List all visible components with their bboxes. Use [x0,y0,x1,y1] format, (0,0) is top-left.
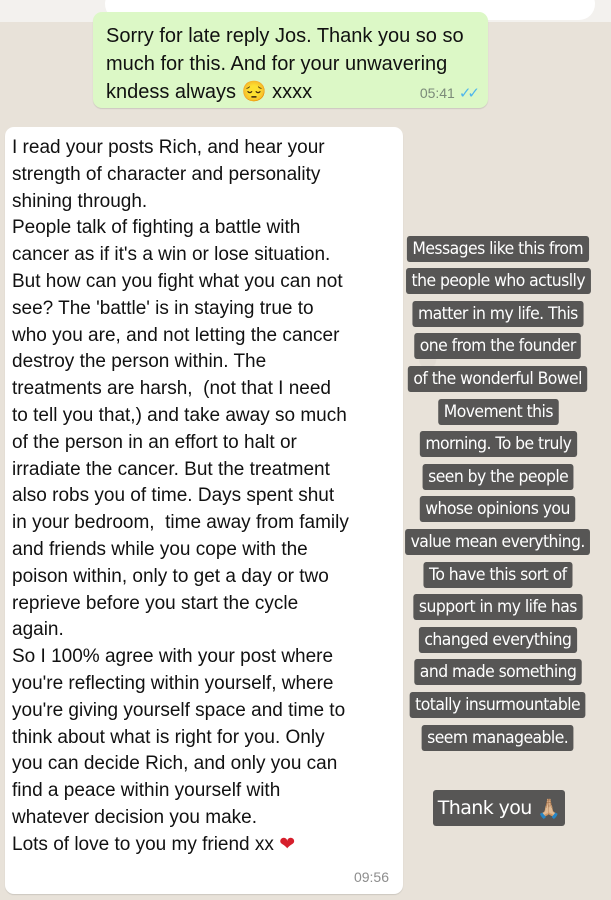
caption-line [385,297,611,330]
caption-line-text: one from the founder [415,333,582,359]
incoming-line: strength of character and personality [12,163,321,185]
incoming-timestamp: 09:56 [353,869,389,885]
caption-line [385,428,611,461]
outgoing-message-meta [420,84,476,102]
outgoing-text: Sorry for late reply Jos. Thank you so so much for this. And for your unwavering kndess always [106,25,470,103]
incoming-message-text [12,135,400,859]
incoming-line: shining through. [12,190,148,212]
incoming-line: you're reflecting within yourself, where [12,672,334,694]
incoming-line: People talk of fighting a battle with [12,217,301,239]
story-caption [385,232,611,772]
incoming-line: you can decide Rich, and only you can [12,753,338,775]
incoming-line: I read your posts Rich, and hear your [12,137,325,158]
caption-line-text: support in my life has [413,594,582,620]
incoming-line: So I 100% agree with your post where [12,646,334,668]
caption-line-text: totally insurmountable [410,692,586,718]
incoming-line: who you are, and not letting the cancer [12,324,340,346]
incoming-line: destroy the person within. The [12,351,267,373]
caption-line-text: value mean everything. [405,529,590,555]
caption-line [385,460,611,493]
caption-line-text: of the wonderful Bowel [408,366,588,392]
incoming-line: poison within, only to get a day or two [12,565,329,587]
incoming-line: treatments are harsh, (not that I need [12,378,331,400]
folded-hands-emoji-icon: 🙏🏼 [537,797,561,820]
incoming-line: again. [12,619,64,641]
caption-line-text: whose opinions you [420,496,576,522]
incoming-message-bubble[interactable] [5,127,403,894]
incoming-line: cancer as if it's a win or lose situation. [12,244,331,266]
incoming-line: reprieve before you start the cycle [12,592,299,614]
incoming-line-text: Lots of love to you my friend xx [12,833,274,855]
caption-line-text: matter in my life. This [413,301,584,327]
caption-line-text: seem manageable. [422,725,574,751]
caption-line-text: Movement this [438,399,558,425]
caption-line [385,525,611,558]
incoming-line: also robs you of time. Days spent shut [12,485,335,507]
incoming-line: and friends while you cope with the [12,538,308,560]
caption-line [385,362,611,395]
caption-line-text: changed everything [419,627,577,653]
caption-line [385,330,611,363]
incoming-line: in your bedroom, time away from family [12,512,349,534]
incoming-line: find a peace within yourself with [12,780,281,802]
incoming-line: see? The 'battle' is in staying true to [12,297,314,319]
incoming-line: think about what is right for you. Only [12,726,325,748]
caption-line [385,558,611,591]
caption-line [385,656,611,689]
caption-line [385,591,611,624]
caption-line [385,721,611,754]
incoming-line: But how can you fight what you can not [12,270,343,292]
caption-line-text: the people who actuslly [406,268,591,294]
outgoing-message-bubble[interactable] [93,12,488,108]
caption-line-text: morning. To be truly [419,431,576,457]
caption-line-text: To have this sort of [424,562,573,588]
read-receipt-icon: ✓✓ [458,85,476,102]
thank-you-text: Thank you [437,797,532,819]
thank-you-caption [433,790,565,826]
heart-emoji-icon: ❤ [279,833,296,855]
incoming-line: irradiate the cancer. But the treatment [12,458,330,480]
caption-line [385,232,611,265]
outgoing-kisses: xxxx [272,81,313,103]
incoming-line: of the person in an effort to halt or [12,431,297,453]
caption-line [385,623,611,656]
pensive-face-emoji-icon: 😔 [241,81,267,103]
incoming-line: whatever decision you make. [12,806,258,828]
incoming-line [12,832,400,859]
caption-line [385,395,611,428]
caption-line-text: seen by the people [422,464,573,490]
caption-line [385,265,611,298]
outgoing-timestamp: 05:41 [419,85,455,101]
incoming-line: you're giving yourself space and time to [12,699,346,721]
incoming-line: to tell you that,) and take away so much [12,404,347,426]
caption-line-text: and made something [414,659,582,685]
caption-line [385,688,611,721]
caption-line [385,493,611,526]
caption-line-text: Messages like this from [407,236,589,262]
